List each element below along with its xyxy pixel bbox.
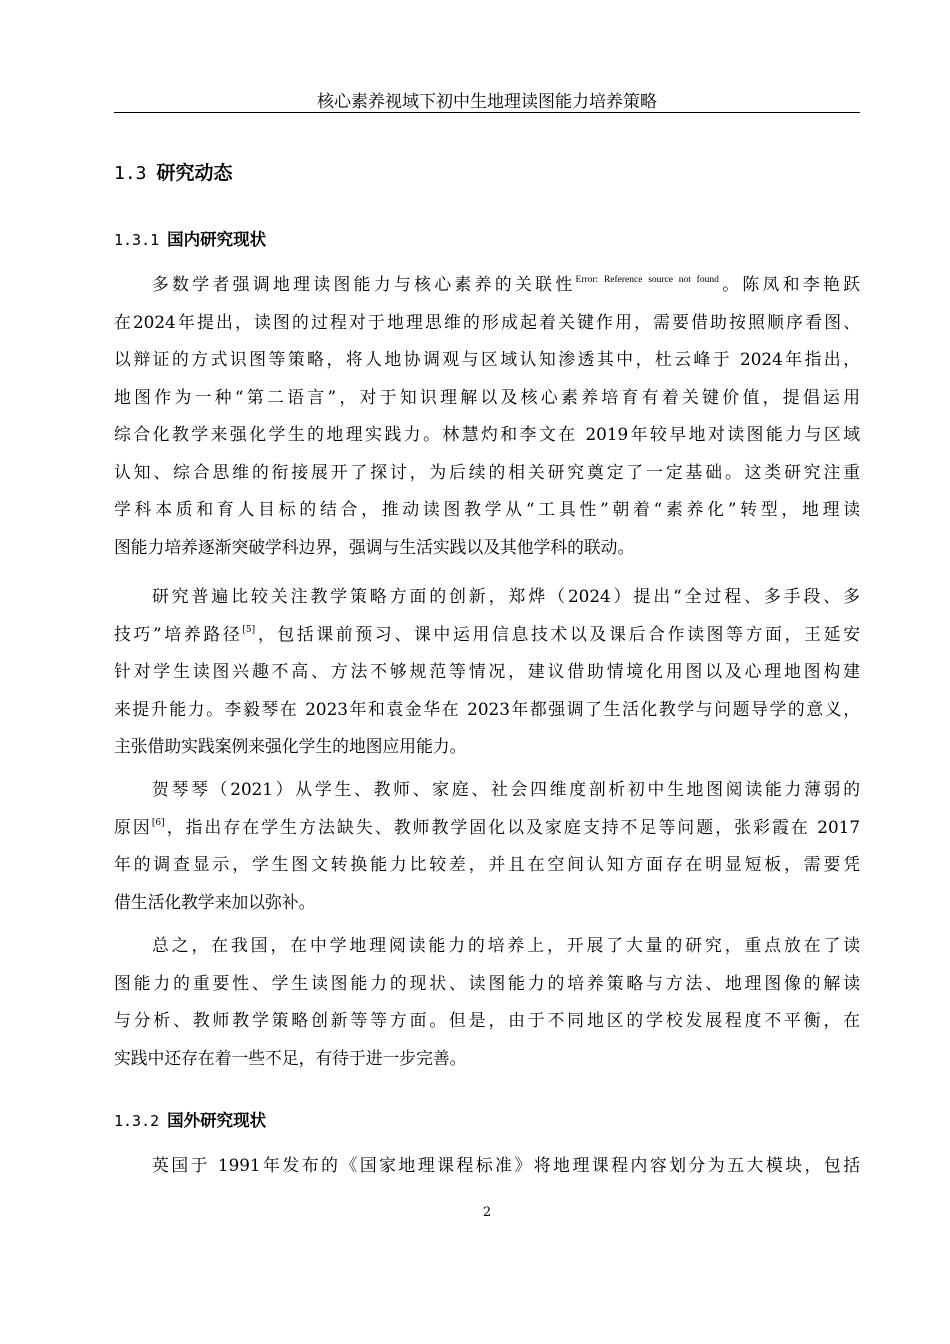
text-run: ，指出存在学生方法缺失、教师教学固化以及家庭支持不足等问题，张彩霞在 2017 xyxy=(164,816,860,837)
citation-ref: [5] xyxy=(242,624,256,635)
paragraph-5 xyxy=(114,1147,860,1185)
header-rule xyxy=(114,112,860,113)
subsection-number: 1.3.2 xyxy=(114,1112,160,1130)
section-heading xyxy=(114,160,233,187)
text-run: 多数学者强调地理读图能力与核心素养的关联性 xyxy=(152,274,576,294)
paragraph-line: 认知、综合思维的衔接展开了探讨，为后续的相关研究奠定了一定基础。这类研究注重 xyxy=(114,461,860,482)
text-run: 原因 xyxy=(114,816,152,837)
page-number: 2 xyxy=(482,1205,492,1220)
text-run: ，包括课前预习、课中运用信息技术以及课后合作读图等方面，王延安 xyxy=(255,623,860,644)
paragraph-line xyxy=(114,809,860,847)
text-run: 。陈凤和李艳跃 xyxy=(718,274,860,294)
subsection-heading-foreign xyxy=(114,1110,266,1132)
paragraph-line: 学科本质和育人目标的结合，推动读图教学从“工具性”朝着“素养化”转型，地理读 xyxy=(114,499,860,519)
paragraph-line: 以辩证的方式识图等策略，将人地协调观与区域认知渗透其中，杜云峰于 2024年指出， xyxy=(114,349,860,369)
section-number: 1.3 xyxy=(114,163,147,184)
paragraph-line: 贺琴琴（2021）从学生、教师、家庭、社会四维度剖析初中生地图阅读能力薄弱的 xyxy=(152,779,860,799)
paragraph-line: 与分析、教师教学策略创新等等方面。但是，由于不同地区的学校发展程度不平衡，在 xyxy=(114,1010,860,1030)
paragraph-line: 综合化教学来强化学生的地理实践力。林慧灼和李文在 2019年较早地对读图能力与区域 xyxy=(114,424,860,444)
paragraph-line: 在2024年提出，读图的过程对于地理思维的形成起着关键作用，需要借助按照顺序看图、 xyxy=(114,311,860,332)
paragraph-line: 来提升能力。李毅琴在 2023年和袁金华在 2023年都强调了生活化教学与问题导学的意义， xyxy=(114,698,860,719)
running-header: 核心素养视域下初中生地理读图能力培养策略 xyxy=(317,92,657,112)
text-run: 技巧”培养路径 xyxy=(114,623,243,644)
paragraph-line: 图能力培养逐渐突破学科边界，强调与生活实践以及其他学科的联动。 xyxy=(114,536,635,557)
paragraph-4 xyxy=(114,927,860,1077)
paragraph-2 xyxy=(114,578,860,766)
paragraph-line xyxy=(114,266,860,304)
paragraph-line: 图能力的重要性、学生读图能力的现状、读图能力的培养策略与方法、地理图像的解读 xyxy=(114,972,860,993)
paragraph-line: 借生活化教学来加以弥补。 xyxy=(114,891,316,912)
paragraph-line: 针对学生读图兴趣不高、方法不够规范等情况，建议借助情境化用图以及心理地图构建 xyxy=(114,661,860,681)
subsection-number: 1.3.1 xyxy=(114,231,160,249)
subsection-title: 国内研究现状 xyxy=(167,230,267,249)
paragraph-line: 年的调查显示，学生图文转换能力比较差，并且在空间认知方面存在明显短板，需要凭 xyxy=(114,854,860,874)
paragraph-line: 地图作为一种“第二语言”，对于知识理解以及核心素养培育有着关键价值，提倡运用 xyxy=(114,386,860,407)
paragraph-line: 研究普遍比较关注教学策略方面的创新，郑烨（2024）提出“全过程、多手段、多 xyxy=(152,586,860,606)
paragraph-line xyxy=(114,616,860,654)
section-title: 研究动态 xyxy=(156,162,233,184)
paragraph-3 xyxy=(114,771,860,921)
citation-ref: [6] xyxy=(151,817,165,828)
subsection-title: 国外研究现状 xyxy=(167,1111,267,1130)
paragraph-line: 英国于 1991年发布的《国家地理课程标准》将地理课程内容划分为五大模块，包括 xyxy=(152,1155,860,1175)
paragraph-line: 实践中还存在着一些不足，有待于进一步完善。 xyxy=(114,1047,467,1068)
paragraph-line: 主张借助实践案例来强化学生的地图应用能力。 xyxy=(114,736,467,756)
subsection-heading-domestic xyxy=(114,229,266,251)
paragraph-line: 总之，在我国，在中学地理阅读能力的培养上，开展了大量的研究，重点放在了读 xyxy=(152,935,860,955)
paragraph-1 xyxy=(114,266,860,566)
reference-error: Error: Reference source not found xyxy=(575,275,719,285)
